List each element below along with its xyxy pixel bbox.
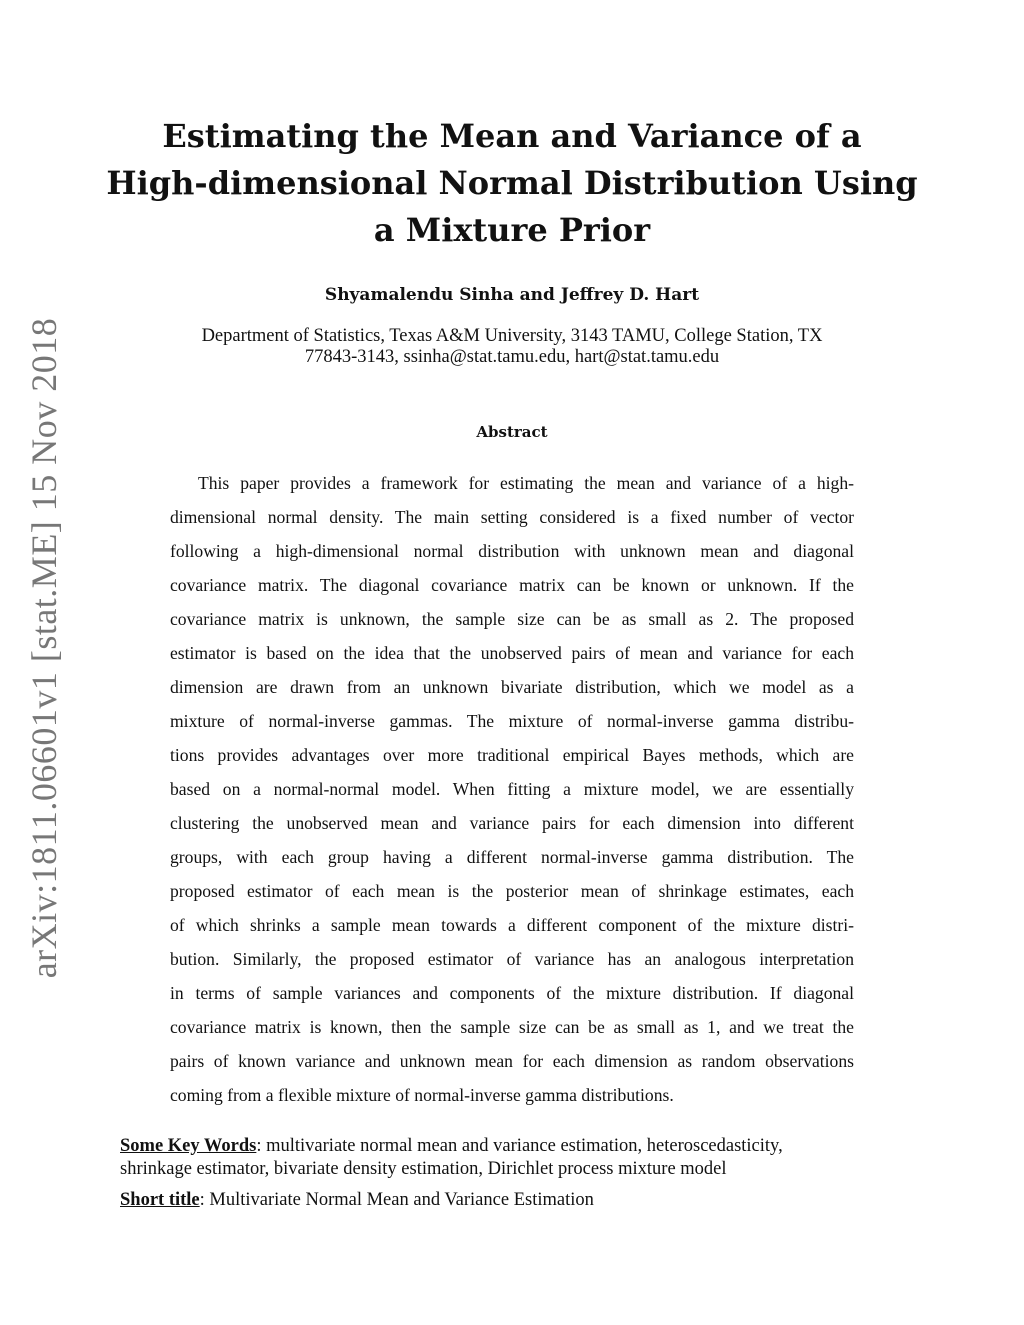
abstract-heading: Abstract: [476, 423, 548, 441]
key-words-label: Some Key Words: [120, 1136, 257, 1156]
abstract-line: mixture of normal-inverse gammas. The mixture of normal-inverse gamma distribu-: [170, 711, 854, 731]
abstract-line: covariance matrix is unknown, the sample size can be as small as 2. The proposed: [170, 609, 854, 629]
affiliation-line: 77843-3143, ssinha@stat.tamu.edu, hart@stat.tamu.edu: [304, 347, 720, 367]
short-title-text: : Multivariate Normal Mean and Variance Estimation: [199, 1190, 594, 1210]
abstract-line: proposed estimator of each mean is the posterior mean of shrinkage estimates, each: [170, 881, 854, 901]
short-title: [120, 1189, 904, 1212]
key-words-line: shrinkage estimator, bivariate density estimation, Dirichlet process mixture model: [120, 1159, 727, 1179]
affiliation-line: Department of Statistics, Texas A&M University, 3143 TAMU, College Station, TX: [201, 326, 823, 346]
key-words: [120, 1135, 904, 1181]
abstract-line: based on a normal-normal model. When fitting a mixture model, we are essentially: [170, 779, 854, 799]
abstract-line: This paper provides a framework for estimating the mean and variance of a high-: [198, 473, 854, 493]
abstract-line: of which shrinks a sample mean towards a different component of the mixture distri-: [170, 915, 854, 935]
title-line: Estimating the Mean and Variance of a: [162, 117, 862, 155]
abstract-line: covariance matrix is known, then the sample size can be as small as 1, and we treat the: [170, 1017, 854, 1037]
title-line: a Mixture Prior: [373, 211, 651, 249]
abstract-line: groups, with each group having a different normal-inverse gamma distribution. The: [170, 847, 854, 867]
abstract-line: covariance matrix. The diagonal covariance matrix can be known or unknown. If the: [170, 575, 854, 595]
abstract-line: tions provides advantages over more traditional empirical Bayes methods, which are: [170, 745, 854, 765]
paper-title: [100, 113, 924, 254]
abstract-line: coming from a flexible mixture of normal-inverse gamma distributions.: [170, 1085, 674, 1105]
abstract-line: dimension are drawn from an unknown bivariate distribution, which we model as a: [170, 677, 854, 697]
abstract-line: in terms of sample variances and components of the mixture distribution. If diagonal: [170, 983, 854, 1003]
abstract-line: clustering the unobserved mean and variance pairs for each dimension into different: [170, 813, 854, 833]
arxiv-identifier-stamp: arXiv:1811.06601v1 [stat.ME] 15 Nov 2018: [24, 317, 64, 979]
title-line: High-dimensional Normal Distribution Using: [106, 164, 918, 202]
abstract-line: following a high-dimensional normal distribution with unknown mean and diagonal: [170, 541, 854, 561]
affiliation: [140, 326, 884, 368]
abstract-line: bution. Similarly, the proposed estimator of variance has an analogous interpretation: [170, 949, 854, 969]
key-words-line: [120, 1135, 904, 1158]
abstract-line: estimator is based on the idea that the unobserved pairs of mean and variance for each: [170, 643, 854, 663]
abstract-line: pairs of known variance and unknown mean for each dimension as random observations: [170, 1051, 854, 1071]
key-words-text: : multivariate normal mean and variance estimation, heteroscedasticity,: [256, 1136, 783, 1156]
short-title-label: Short title: [120, 1190, 200, 1210]
authors: Shyamalendu Sinha and Jeffrey D. Hart: [324, 285, 700, 305]
abstract-line: dimensional normal density. The main setting considered is a fixed number of vector: [170, 507, 854, 527]
abstract-body: [170, 466, 854, 1112]
